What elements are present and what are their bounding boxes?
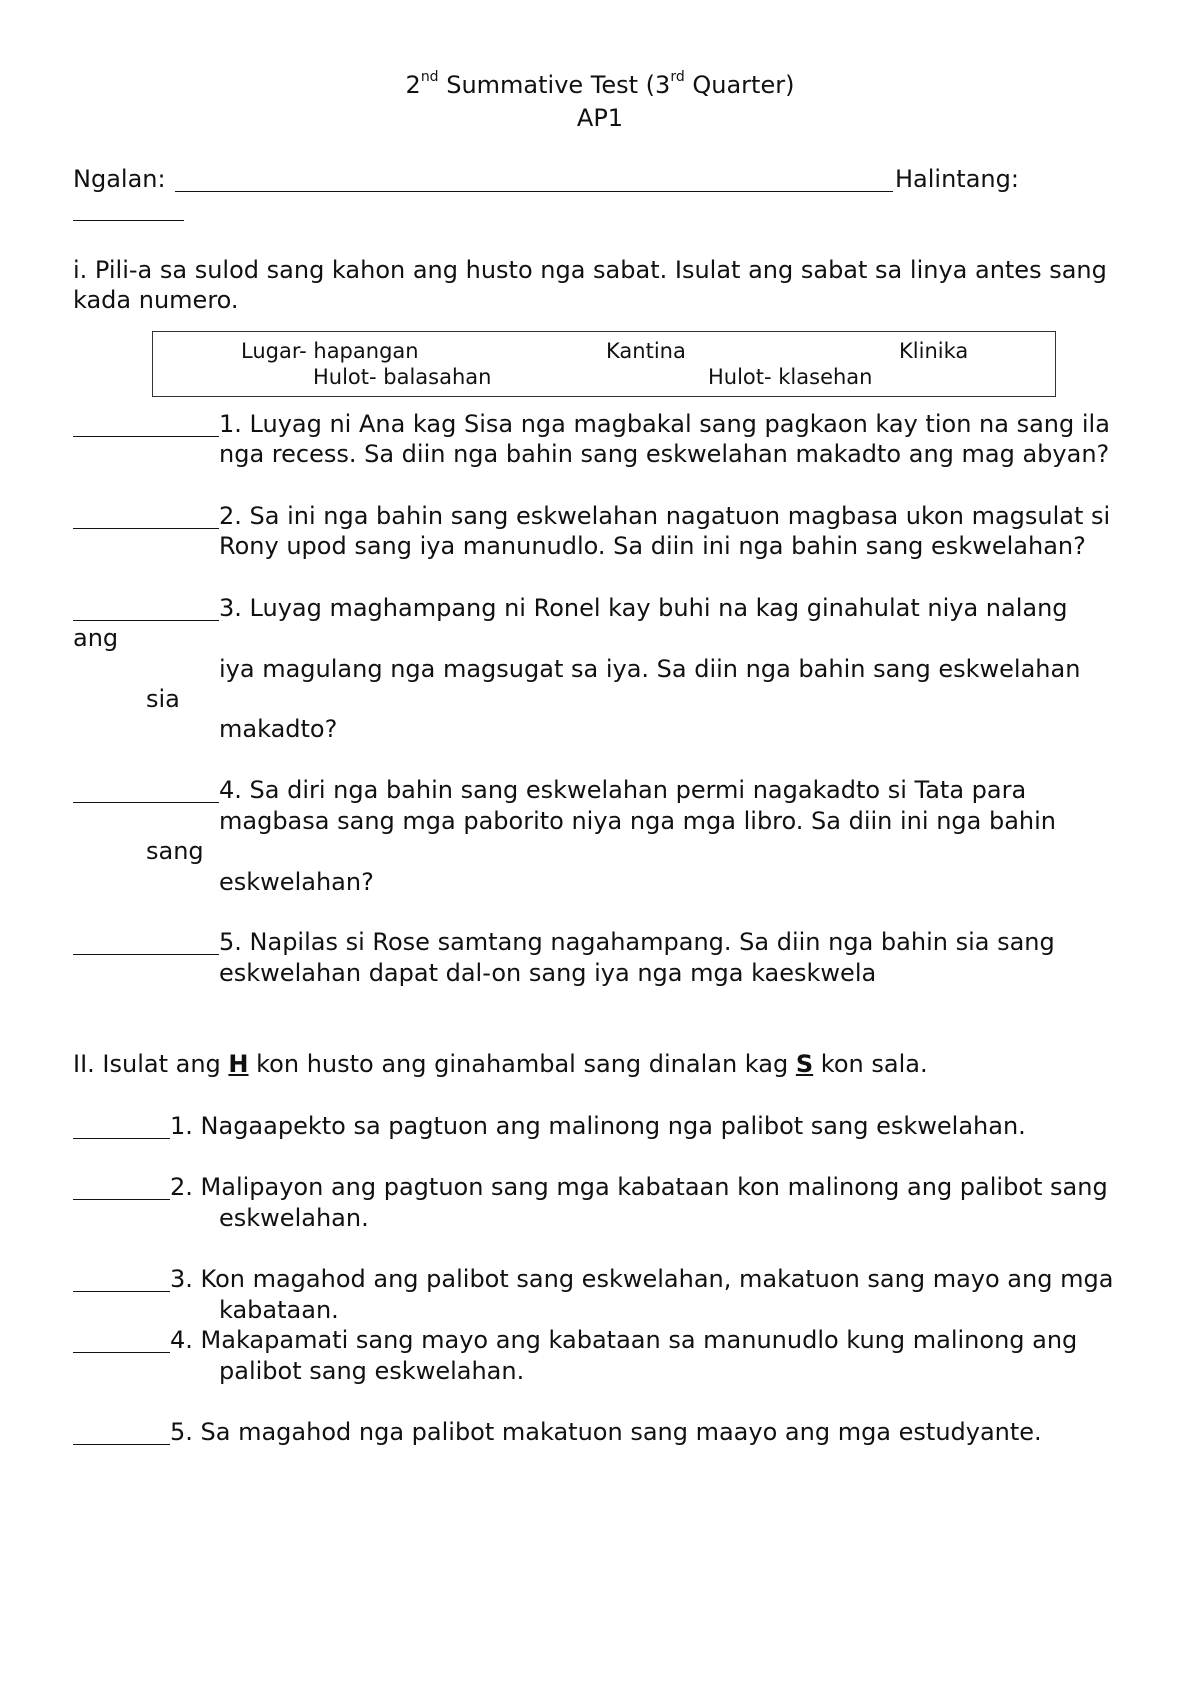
- part2-item4-line2: palibot sang eskwelahan.: [219, 1357, 525, 1385]
- part1-answer-blank-3[interactable]: [73, 620, 219, 621]
- part2-answer-blank-5[interactable]: [73, 1444, 170, 1445]
- answer-choice-box: [152, 331, 1056, 397]
- title-suffix: Quarter): [684, 71, 795, 99]
- part1-item2-line2: Rony upod sang iya manunudlo. Sa diin ini nga bahin sang eskwelahan?: [219, 532, 1086, 560]
- part2-instruction-a: II. Isulat ang: [73, 1050, 229, 1078]
- score-label: Halintang:: [895, 165, 1019, 193]
- name-label: Ngalan:: [73, 165, 166, 193]
- part1-item5-line2: eskwelahan dapat dal-on sang iya nga mga kaeskwela: [219, 959, 877, 987]
- part1-item5-line1: 5. Napilas si Rose samtang nagahampang. Sa diin nga bahin sia sang: [219, 928, 1055, 956]
- part2-instruction: [73, 1049, 928, 1080]
- part1-item4-line2: magbasa sang mga paborito niya nga mga libro. Sa diin ini nga bahin: [219, 807, 1056, 835]
- page-title: [0, 70, 1200, 101]
- part2-item4-line1: 4. Makapamati sang mayo ang kabataan sa manunudlo kung malinong ang: [170, 1326, 1078, 1354]
- part1-item3-line4: sia: [146, 685, 180, 713]
- part1-instruction-line2: kada numero.: [73, 286, 239, 314]
- part2-answer-blank-4[interactable]: [73, 1352, 170, 1353]
- part1-item3-line1: 3. Luyag maghampang ni Ronel kay buhi na kag ginahulat niya nalang: [219, 594, 1068, 622]
- part2-answer-blank-2[interactable]: [73, 1199, 170, 1200]
- choice-klinika: Klinika: [899, 339, 969, 363]
- part1-item4-line3: sang: [146, 837, 204, 865]
- part1-item3-line3: iya magulang nga magsugat sa iya. Sa diin nga bahin sang eskwelahan: [219, 655, 1081, 683]
- part1-item2-line1: 2. Sa ini nga bahin sang eskwelahan nagatuon magbasa ukon magsulat si: [219, 502, 1111, 530]
- part1-instruction-line1: i. Pili-a sa sulod sang kahon ang husto nga sabat. Isulat ang sabat sa linya antes sang: [73, 256, 1107, 284]
- part2-answer-blank-1[interactable]: [73, 1138, 170, 1139]
- part2-item2-line1: 2. Malipayon ang pagtuon sang mga kabataan kon malinong ang palibot sang: [170, 1173, 1108, 1201]
- subject-label: AP1: [576, 104, 624, 132]
- part2-item5-line1: 5. Sa magahod nga palibot makatuon sang maayo ang mga estudyante.: [170, 1418, 1042, 1446]
- part1-item1-line2: nga recess. Sa diin nga bahin sang eskwelahan makadto ang mag abyan?: [219, 440, 1110, 468]
- part1-item1-line1: 1. Luyag ni Ana kag Sisa nga magbakal sang pagkaon kay tion na sang ila: [219, 410, 1110, 438]
- part2-answer-blank-3[interactable]: [73, 1291, 170, 1292]
- part2-instruction-s: S: [795, 1050, 814, 1078]
- part2-item2-line2: eskwelahan.: [219, 1204, 369, 1232]
- part1-item4-line1: 4. Sa diri nga bahin sang eskwelahan permi nagakadto si Tata para: [219, 776, 1027, 804]
- title-superscript-2: rd: [670, 69, 685, 85]
- part2-instruction-h: H: [228, 1050, 249, 1078]
- part1-answer-blank-4[interactable]: [73, 802, 219, 803]
- part2-instruction-b: kon husto ang ginahambal sang dinalan kag: [248, 1050, 796, 1078]
- part1-item3-line2: ang: [73, 624, 119, 652]
- part1-item3-line5: makadto?: [219, 715, 338, 743]
- choice-hulot-balasahan: Hulot- balasahan: [313, 365, 492, 389]
- choice-kantina: Kantina: [606, 339, 686, 363]
- part2-instruction-c: kon sala.: [813, 1050, 928, 1078]
- title-prefix: 2: [405, 71, 421, 99]
- part1-item4-line4: eskwelahan?: [219, 868, 374, 896]
- name-blank[interactable]: [175, 191, 893, 192]
- part2-item1-line1: 1. Nagaapekto sa pagtuon ang malinong nga palibot sang eskwelahan.: [170, 1112, 1026, 1140]
- choice-hulot-klasehan: Hulot- klasehan: [708, 365, 873, 389]
- part1-answer-blank-1[interactable]: [73, 436, 219, 437]
- title-superscript-1: nd: [420, 69, 439, 85]
- part1-answer-blank-2[interactable]: [73, 528, 219, 529]
- score-blank[interactable]: [73, 220, 184, 221]
- part1-answer-blank-5[interactable]: [73, 954, 219, 955]
- title-middle: Summative Test (3: [438, 71, 671, 99]
- part2-item3-line2: kabataan.: [219, 1296, 339, 1324]
- choice-lugar-hapangan: Lugar- hapangan: [241, 339, 419, 363]
- part2-item3-line1: 3. Kon magahod ang palibot sang eskwelahan, makatuon sang mayo ang mga: [170, 1265, 1114, 1293]
